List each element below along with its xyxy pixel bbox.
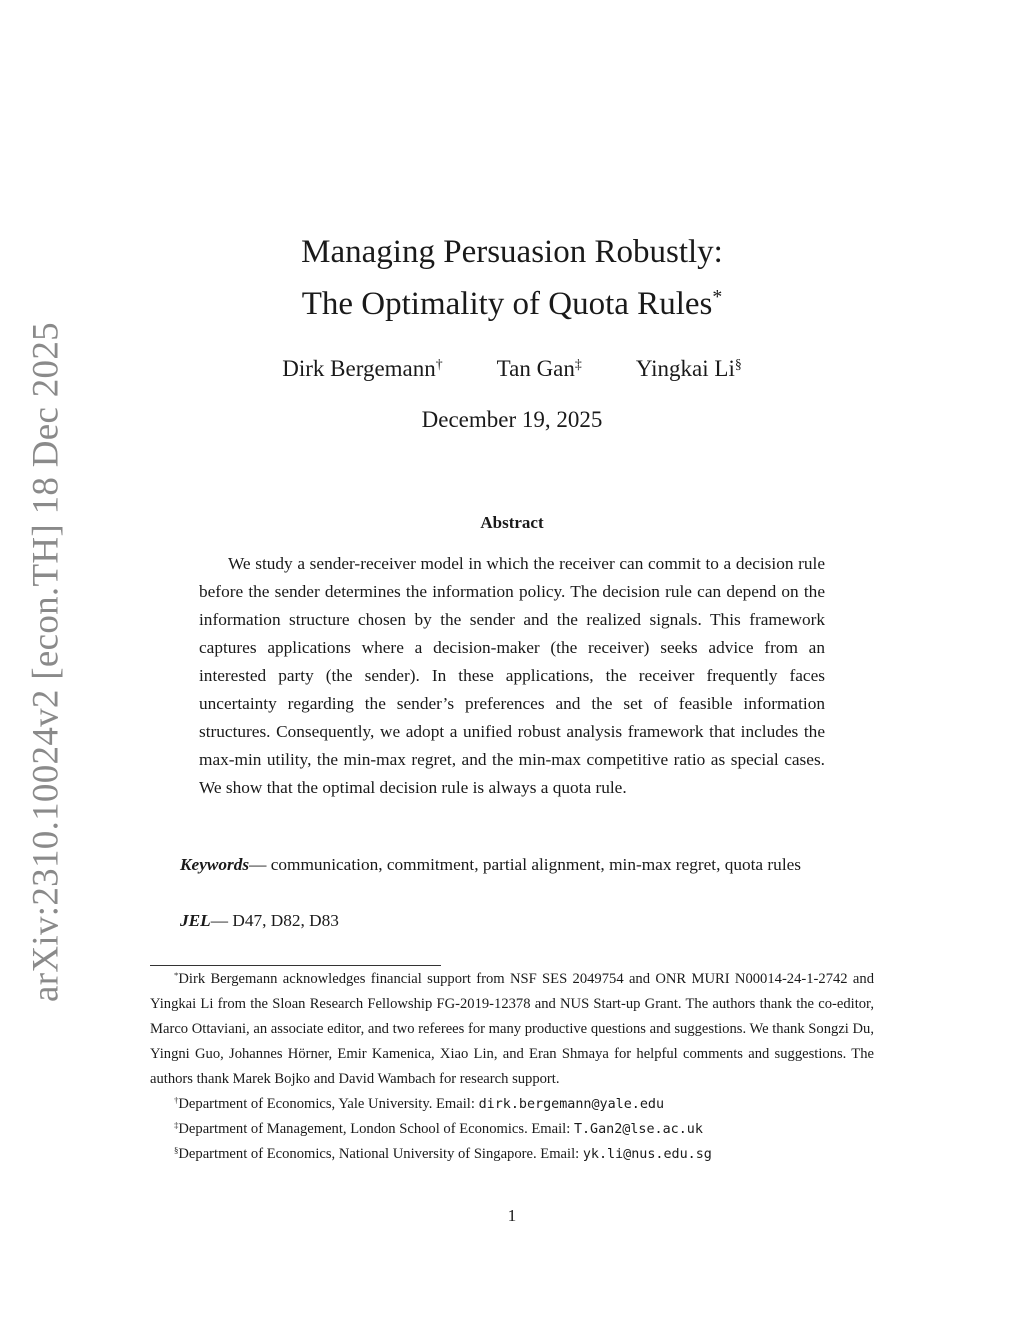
page-number: 1 (507, 1206, 517, 1225)
author (636, 356, 742, 382)
title-line-2 (0, 278, 1024, 330)
author-footnote-mark: ‡ (574, 356, 582, 372)
paper-title (0, 226, 1024, 330)
footnote-email-link[interactable]: yk.li@nus.edu.sg (582, 1147, 712, 1162)
footnote (150, 1117, 874, 1142)
footnote-divider (150, 965, 441, 966)
author-footnote-mark: § (734, 356, 742, 372)
footnote-mark: § (174, 1145, 179, 1156)
keywords-line (150, 851, 874, 879)
footnote-mark: † (174, 1095, 179, 1106)
footnote-email-link[interactable]: T.Gan2@lse.ac.uk (573, 1122, 703, 1137)
author-name: Yingkai Li (635, 356, 735, 381)
footnote (150, 1142, 874, 1167)
abstract-body: We study a sender-receiver model in which the receiver can commit to a decision rule before the sender determines the information policy. The decision rule can depend on the information structure chosen by the sender and the realized signals. This framework captures applications where a decision-maker (the receiver) seeks advice from an interested party (the sender). In these applications, the receiver frequently faces uncertainty regarding the sender’s preferences and the set of feasible information structures. Consequently, we adopt a unified robust analysis framework that includes the max-min utility, the min-max regret, and the min-max competitive ratio as special cases. We show that the optimal decision rule is always a quota rule. (199, 554, 825, 797)
footnote-text: Department of Management, London School of Economics. Email: (178, 1121, 574, 1137)
footnote-text: Dirk Bergemann acknowledges financial support from NSF SES 2049754 and ONR MURI N00014-24-1-2742 and Yingkai Li from the Sloan Research Fellowship FG-2019-12378 and NUS Start-up Grant. The authors thank the co-editor, Marco Ottaviani, an associate editor, and two referees for many productive questions and suggestions. We thank Songzi Du, Yingni Guo, Johannes Hörner, Emir Kamenica, Xiao Lin, and Eran Shmaya for helpful comments and suggestions. The authors thank Marek Bojko and David Wambach for research support. (150, 971, 874, 1087)
arxiv-identifier: arXiv:2310.10024v2 [econ.TH] 18 Dec 2025 (25, 322, 67, 1002)
footnote-mark: ‡ (174, 1120, 179, 1131)
keywords-label: Keywords (180, 855, 250, 874)
footnote-text: Department of Economics, Yale University. Email: (178, 1096, 479, 1112)
title-line-2-text: The Optimality of Quota Rules (301, 286, 713, 322)
author-name: Tan Gan (496, 356, 575, 381)
footnotes (150, 967, 874, 1167)
footnote (150, 967, 874, 1092)
footnote-email-link[interactable]: dirk.bergemann@yale.edu (478, 1097, 665, 1112)
jel-line (180, 907, 339, 935)
jel-text: — D47, D82, D83 (210, 911, 339, 930)
author-name: Dirk Bergemann (282, 356, 436, 381)
author (282, 356, 442, 382)
title-line-1: Managing Persuasion Robustly: (301, 234, 723, 270)
author-list (0, 356, 1024, 382)
jel-label: JEL (180, 911, 211, 930)
keywords-text: — communication, commitment, partial alignment, min-max regret, quota rules (249, 855, 802, 874)
author (497, 356, 582, 382)
title-footnote-mark: * (712, 286, 723, 309)
footnote-text: Department of Economics, National University of Singapore. Email: (178, 1146, 583, 1162)
abstract-heading: Abstract (480, 513, 544, 532)
footnote-mark: * (174, 970, 179, 981)
author-footnote-mark: † (435, 356, 443, 372)
footnote (150, 1092, 874, 1117)
paper-date: December 19, 2025 (421, 407, 603, 432)
